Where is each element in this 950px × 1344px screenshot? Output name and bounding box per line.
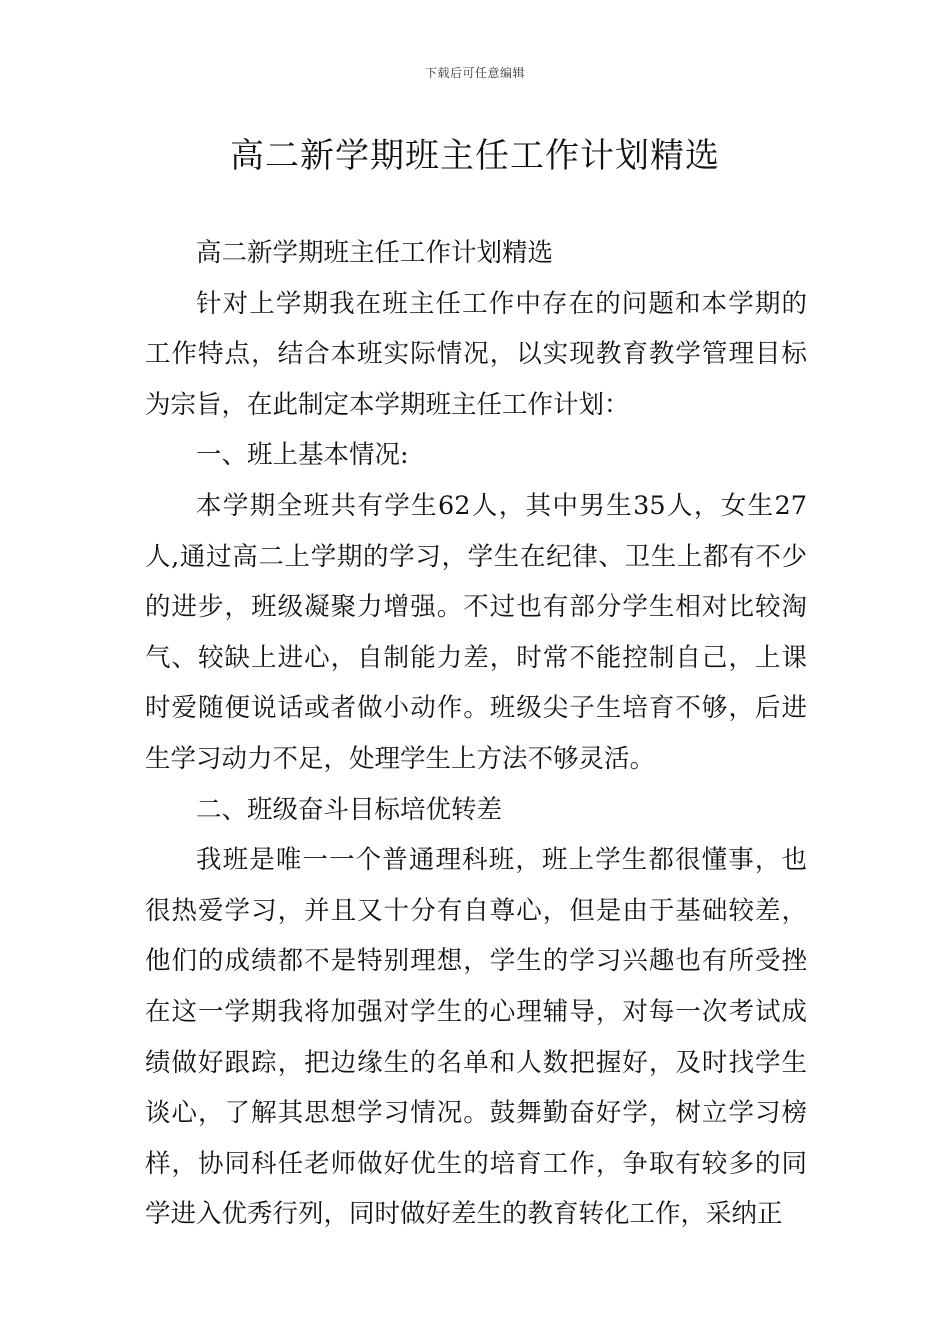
paragraph-class-goals: 我班是唯一一个普通理科班，班上学生都很懂事，也很热爱学习，并且又十分有自尊心，但是由于基础较差，他们的成绩都不是特别理想，学生的学习兴趣也有所受挫在这一学期我将加强对学生的心理辅导，对每一次考试成绩做好跟踪，把边缘生的名单和人数把握好，及时找学生谈心，了解其思想学习情况。鼓舞勤奋好学，树立学习榜样，协同科任老师做好优生的培育工作，争取有较多的同学进入优秀行列，同时做好差生的教育转化工作，采纳正 bbox=[145, 845, 807, 1230]
header-note: 下载后可任意编辑 bbox=[424, 66, 525, 80]
section-heading-1: 一、班上基本情况: bbox=[196, 440, 409, 471]
document-title: 高二新学期班主任工作计划精选 bbox=[230, 136, 720, 176]
paragraph-intro: 针对上学期我在班主任工作中存在的问题和本学期的工作特点，结合本班实际情况，以实现教育教学管理目标为宗旨，在此制定本学期班主任工作计划： bbox=[145, 288, 807, 420]
section-heading-2: 二、班级奋斗目标培优转差 bbox=[196, 794, 503, 825]
paragraph-subtitle: 高二新学期班主任工作计划精选 bbox=[196, 238, 554, 268]
document-body bbox=[145, 228, 807, 1240]
paragraph-class-situation: 本学期全班共有学生62人，其中男生35人，女生27人,通过高二上学期的学习，学生在纪律、卫生上都有不少的进步，班级凝聚力增强。不过也有部分学生相对比较淘气、较缺上进心，自制能力差，时常不能控制自己，上课时爱随便说话或者做小动作。班级尖子生培育不够，后进生学习动力不足，处理学生上方法不够灵活。 bbox=[145, 490, 807, 774]
